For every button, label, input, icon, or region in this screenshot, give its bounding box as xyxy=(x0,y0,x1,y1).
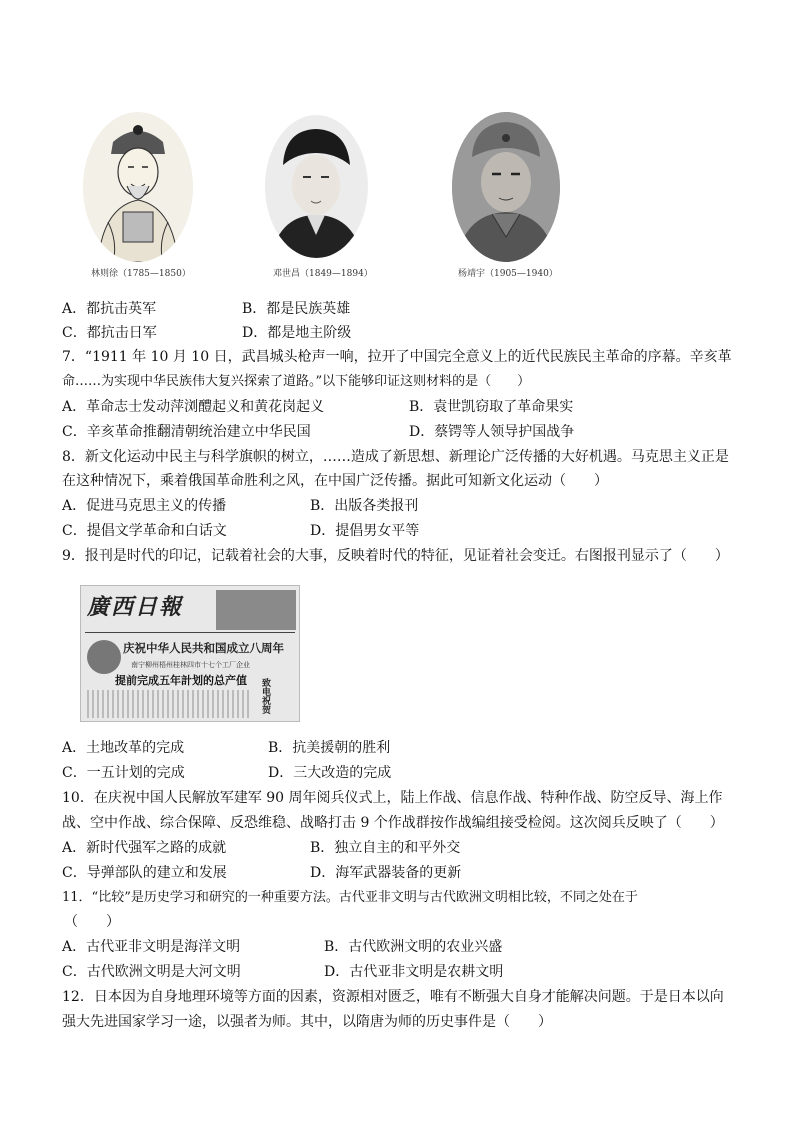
q11-stem-line1: 11．“比较”是历史学习和研究的一种重要方法。古代亚非文明与古代欧洲文明相比较，不同之处在于 xyxy=(62,890,638,905)
q9-option-a[interactable]: A．土地改革的完成 xyxy=(62,740,185,756)
q10-option-c[interactable]: C．导弹部队的建立和发展 xyxy=(62,865,227,881)
newspaper-main-title: 提前完成五年計划的总产值 xyxy=(115,674,247,687)
q11-stem-line2: （ ） xyxy=(64,914,120,930)
q6-option-c[interactable]: C．都抗击日军 xyxy=(62,325,157,341)
q6-option-a[interactable]: A．都抗击英军 xyxy=(62,301,157,317)
q8-stem-line1: 8．新文化运动中民主与科学旗帜的树立，……造成了新思想、新理论广泛传播的大好机遇。马克思主义正是 xyxy=(62,449,729,465)
q12-stem-line1: 12．日本因为自身地理环境等方面的因素，资源相对匮乏，唯有不断强大自身才能解决问题。于是日本以向 xyxy=(62,989,724,1005)
portrait-lin-zexu xyxy=(83,112,193,262)
q7-stem-line2: 命……为实现中华民族伟大复兴探索了道路。”以下能够印证这则材料的是（ ） xyxy=(62,374,531,389)
newspaper-masthead: 廣西日報 xyxy=(87,594,184,620)
q11-option-b[interactable]: B．古代欧洲文明的农业兴盛 xyxy=(324,939,503,955)
q7-option-c[interactable]: C．辛亥革命推翻清朝统治建立中华民国 xyxy=(62,424,311,440)
q9-option-c[interactable]: C．一五计划的完成 xyxy=(62,765,185,781)
q8-stem-line2: 在这种情况下，乘着俄国革命胜利之风，在中国广泛传播。据此可知新文化运动（ ） xyxy=(62,473,608,489)
q7-option-a[interactable]: A．革命志士发动萍浏醴起义和黄花岗起义 xyxy=(62,399,325,415)
portrait-yang-jingyu xyxy=(452,112,560,262)
q11-option-a[interactable]: A．古代亚非文明是海洋文明 xyxy=(62,939,241,955)
q7-stem-line1: 7．“1911 年 10 月 10 日，武昌城头枪声一响，拉开了中国完全意义上的近代民族民主革命的序幕。辛亥革 xyxy=(62,349,732,365)
caption-lin-zexu: 林则徐（1785—1850） xyxy=(91,269,191,279)
newspaper-side-text: 致电祝贺 xyxy=(260,678,270,714)
q10-option-d[interactable]: D．海军武器装备的更新 xyxy=(310,865,462,881)
newspaper-rule xyxy=(85,632,295,633)
caption-deng-shichang: 邓世昌（1849—1894） xyxy=(273,269,373,279)
q11-option-d[interactable]: D．古代亚非文明是农耕文明 xyxy=(324,964,504,980)
q11-option-c[interactable]: C．古代欧洲文明是大河文明 xyxy=(62,964,241,980)
q9-option-b[interactable]: B．抗美援朝的胜利 xyxy=(268,740,391,756)
q7-option-d[interactable]: D．蔡锷等人领导护国战争 xyxy=(409,424,575,440)
caption-yang-jingyu: 杨靖宇（1905—1940） xyxy=(458,269,558,279)
q7-option-b[interactable]: B．袁世凯窃取了革命果实 xyxy=(409,399,574,415)
q9-stem-line1: 9．报刊是时代的印记，记载着社会的大事，反映着时代的特征，见证着社会变迁。右图报刊显示了（ ） xyxy=(62,548,729,564)
q12-stem-line2: 强大先进国家学习一途，以强者为师。其中，以隋唐为师的历史事件是（ ） xyxy=(62,1014,552,1030)
portrait-deng-shichang xyxy=(265,115,368,258)
q8-option-b[interactable]: B．出版各类报刊 xyxy=(310,498,419,514)
newspaper-body-text xyxy=(87,690,252,718)
newspaper-subheadline: 南宁柳州梧州桂林四市十七个工厂企业 xyxy=(131,661,250,669)
newspaper-headline: 庆祝中华人民共和国成立八周年 xyxy=(123,641,284,655)
q10-stem-line2: 战、空中作战、综合保障、反恐维稳、战略打击 9 个作战群按作战编组接受检阅。这次阅兵反映了（ ） xyxy=(62,815,724,831)
newspaper-photo xyxy=(216,590,296,630)
newspaper-image xyxy=(80,585,300,722)
q10-option-a[interactable]: A．新时代强军之路的成就 xyxy=(62,840,227,856)
q8-option-c[interactable]: C．提倡文学革命和白话文 xyxy=(62,523,227,539)
q9-option-d[interactable]: D．三大改造的完成 xyxy=(268,765,392,781)
q8-option-a[interactable]: A．促进马克思主义的传播 xyxy=(62,498,227,514)
q6-option-b[interactable]: B．都是民族英雄 xyxy=(242,301,351,317)
q8-option-d[interactable]: D．提倡男女平等 xyxy=(310,523,420,539)
newspaper-flower-emblem xyxy=(87,640,121,674)
q10-stem-line1: 10．在庆祝中国人民解放军建军 90 周年阅兵仪式上，陆上作战、信息作战、特种作战、防空反导、海上作 xyxy=(62,790,723,806)
q6-option-d[interactable]: D．都是地主阶级 xyxy=(242,325,352,341)
q10-option-b[interactable]: B．独立自主的和平外交 xyxy=(310,840,461,856)
